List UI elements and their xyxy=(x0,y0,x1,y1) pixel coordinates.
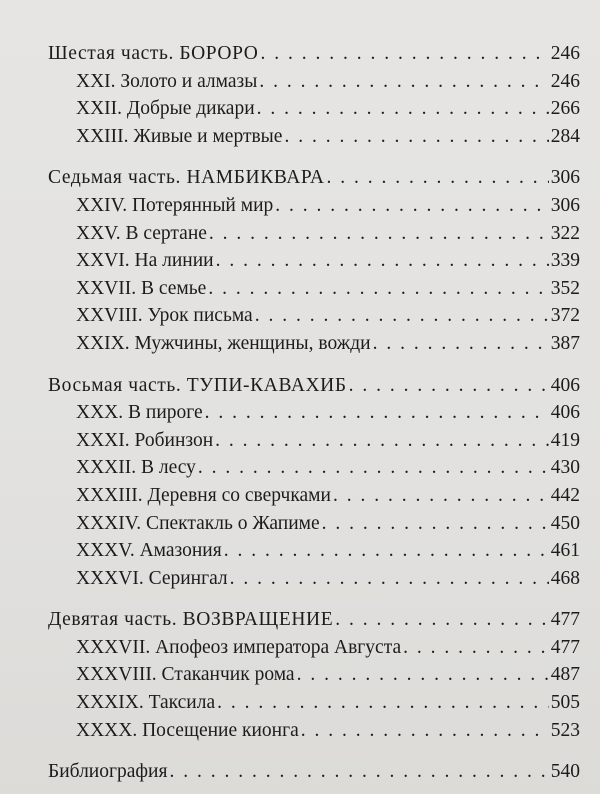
entry-title: XXVIII. Урок письма xyxy=(76,305,253,327)
page-number: 523 xyxy=(550,719,580,741)
toc-chapter-entry xyxy=(48,330,580,358)
dot-leader xyxy=(255,302,549,330)
dot-leader xyxy=(403,634,549,662)
page-number: 246 xyxy=(550,70,580,92)
page-number: 442 xyxy=(550,484,580,506)
toc-chapter-entry xyxy=(48,220,580,248)
table-of-contents xyxy=(48,40,580,786)
entry-title: XXV. В сертане xyxy=(76,222,207,244)
entry-title: XXXI. Робинзон xyxy=(76,429,214,451)
entry-title: XXIX. Мужчины, женщины, вожди xyxy=(76,332,371,354)
page-number: 322 xyxy=(550,222,580,244)
entry-title: XXXX. Посещение кионга xyxy=(76,719,299,741)
page-number: 387 xyxy=(550,332,580,354)
entry-title: XXVII. В семье xyxy=(76,277,207,299)
page-number: 540 xyxy=(550,761,580,783)
page-number: 352 xyxy=(550,277,580,299)
toc-chapter-entry xyxy=(48,302,580,330)
dot-leader xyxy=(373,330,549,358)
dot-leader xyxy=(322,510,549,538)
entry-title: Восьмая часть. ТУПИ-КАВАХИБ xyxy=(48,374,347,396)
toc-chapter-entry xyxy=(48,192,580,220)
dot-leader xyxy=(205,399,549,427)
entry-title: XXXVIII. Стаканчик рома xyxy=(76,664,295,686)
entry-title: XXXIV. Спектакль о Жапиме xyxy=(76,512,320,534)
page-number: 266 xyxy=(550,98,580,120)
page-number: 487 xyxy=(550,664,580,686)
toc-chapter-entry xyxy=(48,275,580,303)
dot-leader xyxy=(208,275,548,303)
page-number: 284 xyxy=(550,125,580,147)
entry-title: XXIII. Живые и мертвые xyxy=(76,125,283,147)
dot-leader xyxy=(327,164,549,192)
toc-chapter-entry xyxy=(48,510,580,538)
dot-leader xyxy=(259,68,548,96)
page-number: 306 xyxy=(550,194,580,216)
toc-part-entry xyxy=(48,606,580,634)
page-number: 505 xyxy=(550,692,580,714)
toc-chapter-entry xyxy=(48,247,580,275)
toc-part-entry xyxy=(48,40,580,68)
page-number: 246 xyxy=(550,43,580,64)
dot-leader xyxy=(257,95,549,123)
page-number: 306 xyxy=(550,167,580,189)
entry-title: XXI. Золото и алмазы xyxy=(76,70,258,92)
toc-chapter-entry xyxy=(48,717,580,745)
entry-title: Девятая часть. ВОЗВРАЩЕНИЕ xyxy=(48,609,334,631)
toc-part-entry xyxy=(48,164,580,192)
page-number: 450 xyxy=(550,512,580,534)
toc-chapter-entry xyxy=(48,399,580,427)
dot-leader xyxy=(215,427,549,455)
toc-chapter-entry xyxy=(48,68,580,96)
entry-title: Седьмая часть. НАМБИКВАРА xyxy=(48,167,325,189)
entry-title: XXIV. Потерянный мир xyxy=(76,194,274,216)
page-number: 468 xyxy=(550,567,580,589)
dot-leader xyxy=(297,661,549,689)
toc-chapter-entry xyxy=(48,482,580,510)
page-number: 477 xyxy=(550,609,580,631)
toc-chapter-entry xyxy=(48,427,580,455)
page-number: 372 xyxy=(550,305,580,327)
toc-bibliography-entry xyxy=(48,758,580,786)
toc-chapter-entry xyxy=(48,537,580,565)
entry-title: XXX. В пироге xyxy=(76,402,203,424)
entry-title: XXXIX. Таксила xyxy=(76,692,216,714)
dot-leader xyxy=(333,482,549,510)
page-number: 430 xyxy=(550,457,580,479)
dot-leader xyxy=(169,758,548,786)
entry-title: Библиография xyxy=(48,761,168,783)
dot-leader xyxy=(261,40,549,68)
toc-chapter-entry xyxy=(48,689,580,717)
entry-title: XXXVI. Серингал xyxy=(76,567,228,589)
page-number: 406 xyxy=(550,374,580,396)
dot-leader xyxy=(275,192,548,220)
toc-chapter-entry xyxy=(48,565,580,593)
page-number: 406 xyxy=(550,402,580,424)
dot-leader xyxy=(198,454,549,482)
toc-chapter-entry xyxy=(48,634,580,662)
entry-title: XXXIII. Деревня со сверчками xyxy=(76,484,331,506)
page-number: 477 xyxy=(550,636,580,658)
entry-title: XXII. Добрые дикари xyxy=(76,98,255,120)
dot-leader xyxy=(335,606,549,634)
dot-leader xyxy=(349,372,549,400)
toc-chapter-entry xyxy=(48,454,580,482)
dot-leader xyxy=(284,123,548,151)
page-number: 419 xyxy=(550,429,580,451)
toc-chapter-entry xyxy=(48,123,580,151)
entry-title: XXXII. В лесу xyxy=(76,457,196,479)
toc-chapter-entry xyxy=(48,661,580,689)
dot-leader xyxy=(217,689,549,717)
dot-leader xyxy=(224,537,549,565)
entry-title: XXVI. На линии xyxy=(76,250,214,272)
dot-leader xyxy=(230,565,549,593)
page-number: 339 xyxy=(550,250,580,272)
dot-leader xyxy=(209,220,549,248)
page-number: 461 xyxy=(550,540,580,562)
entry-title: Шестая часть. БОРОРО xyxy=(48,43,259,64)
dot-leader xyxy=(216,247,549,275)
toc-chapter-entry xyxy=(48,95,580,123)
entry-title: XXXV. Амазония xyxy=(76,540,222,562)
dot-leader xyxy=(301,717,549,745)
entry-title: XXXVII. Апофеоз императора Августа xyxy=(76,636,402,658)
toc-part-entry xyxy=(48,372,580,400)
